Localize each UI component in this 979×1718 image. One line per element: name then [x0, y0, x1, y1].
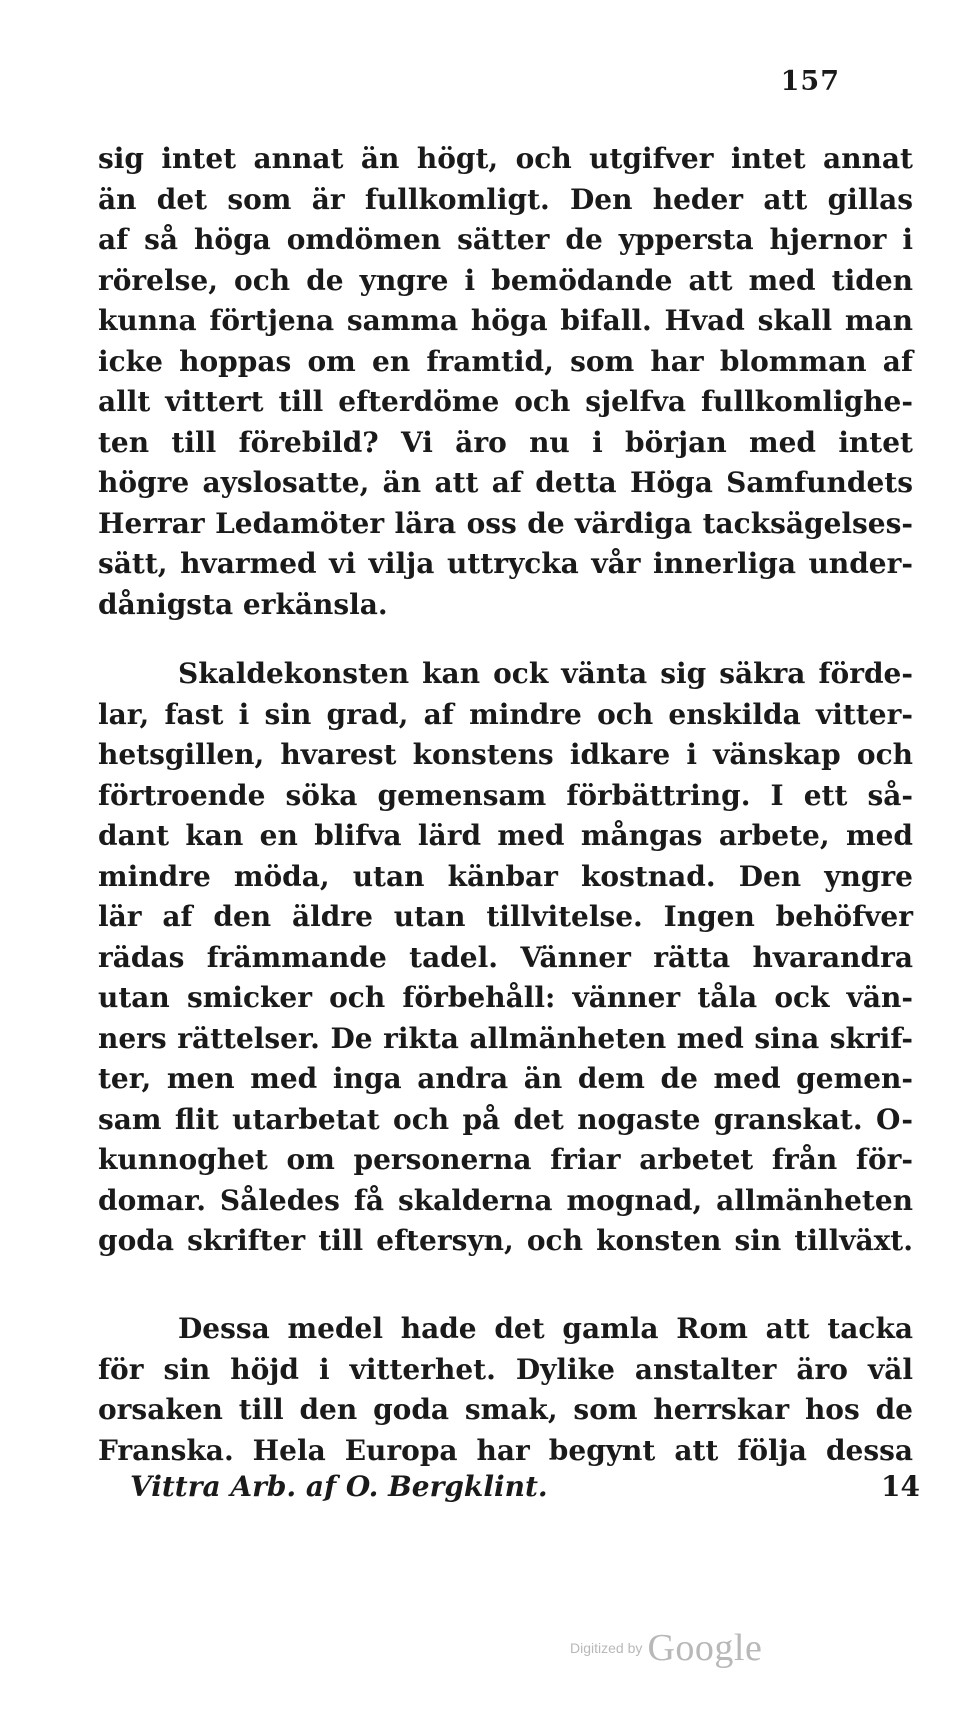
text-line: ter, men med inga andra än dem de med gemen-: [98, 1062, 913, 1095]
paragraph-2: [98, 654, 913, 1262]
text-line: kunna förtjena samma höga bifall. Hvad skall man: [98, 304, 913, 337]
footer-signature: Vittra Arb. af O. Bergklint.: [130, 1470, 548, 1503]
text-line: Franska. Hela Europa har begynt att följa dessa: [98, 1433, 913, 1467]
text-line: Dessa medel hade det gamla Rom att tacka: [178, 1312, 913, 1345]
text-line: utan smicker och förbehåll: vänner tåla ock vän-: [98, 981, 913, 1014]
text-line: Herrar Ledamöter lära oss de värdiga tacksägelses-: [98, 506, 913, 540]
google-logo: Google: [647, 1627, 763, 1669]
text-line: lar, fast i sin grad, af mindre och enskilda vitter-: [98, 697, 913, 731]
text-line: ten till förebild? Vi äro nu i början med intet: [98, 425, 913, 459]
page-number: 157: [780, 66, 840, 97]
page-footer: [130, 1470, 920, 1510]
text-line: dånigsta erkänsla.: [98, 587, 388, 621]
text-line: högre ayslosatte, än att af detta Höga Samfundets: [98, 466, 913, 499]
text-line: sätt, hvarmed vi vilja uttrycka vår innerliga under-: [98, 547, 913, 580]
text-line: allt vittert till efterdöme och sjelfva fullkomlighe-: [98, 385, 913, 418]
text-line: sam flit utarbetat och på det nogaste granskat. O-: [98, 1102, 913, 1136]
text-line: Skaldekonsten kan ock vänta sig säkra förde-: [178, 657, 913, 690]
signature-mark: 14: [881, 1470, 920, 1503]
text-line: icke hoppas om en framtid, som har blomman af: [98, 344, 913, 378]
digitized-watermark: [570, 1626, 762, 1670]
text-line: mindre möda, utan känbar kostnad. Den yngre: [98, 859, 913, 893]
text-line: än det som är fullkomligt. Den heder att gillas: [98, 182, 913, 216]
text-line: goda skrifter till eftersyn, och konsten sin tillväxt.: [98, 1224, 913, 1257]
text-line: orsaken till den goda smak, som herrskar hos de: [98, 1393, 913, 1426]
text-line: af så höga omdömen sätter de yppersta hjernor i: [98, 223, 913, 256]
text-line: ners rättelser. De rikta allmänheten med sina skrif-: [98, 1021, 913, 1055]
text-line: för sin höjd i vitterhet. Dylike anstalter äro väl: [98, 1352, 913, 1386]
paragraph-1: [98, 139, 913, 625]
text-line: sig intet annat än högt, och utgifver intet annat: [98, 142, 913, 175]
watermark-prefix: Digitized by: [570, 1640, 643, 1656]
text-line: förtroende söka gemensam förbättring. I ett så-: [98, 778, 913, 812]
text-line: rädas främmande tadel. Vänner rätta hvarandra: [98, 940, 913, 974]
text-line: kunnoghet om personerna friar arbetet från för-: [98, 1143, 913, 1176]
text-line: rörelse, och de yngre i bemödande att med tiden: [98, 263, 913, 297]
text-line: domar. Således få skalderna mognad, allmänheten: [98, 1183, 913, 1217]
text-line: dant kan en blifva lärd med mångas arbete, med: [98, 819, 913, 852]
text-line: hetsgillen, hvarest konstens idkare i vänskap och: [98, 738, 913, 771]
paragraph-3: [98, 1309, 913, 1471]
text-line: lär af den äldre utan tillvitelse. Ingen behöfver: [98, 900, 913, 933]
